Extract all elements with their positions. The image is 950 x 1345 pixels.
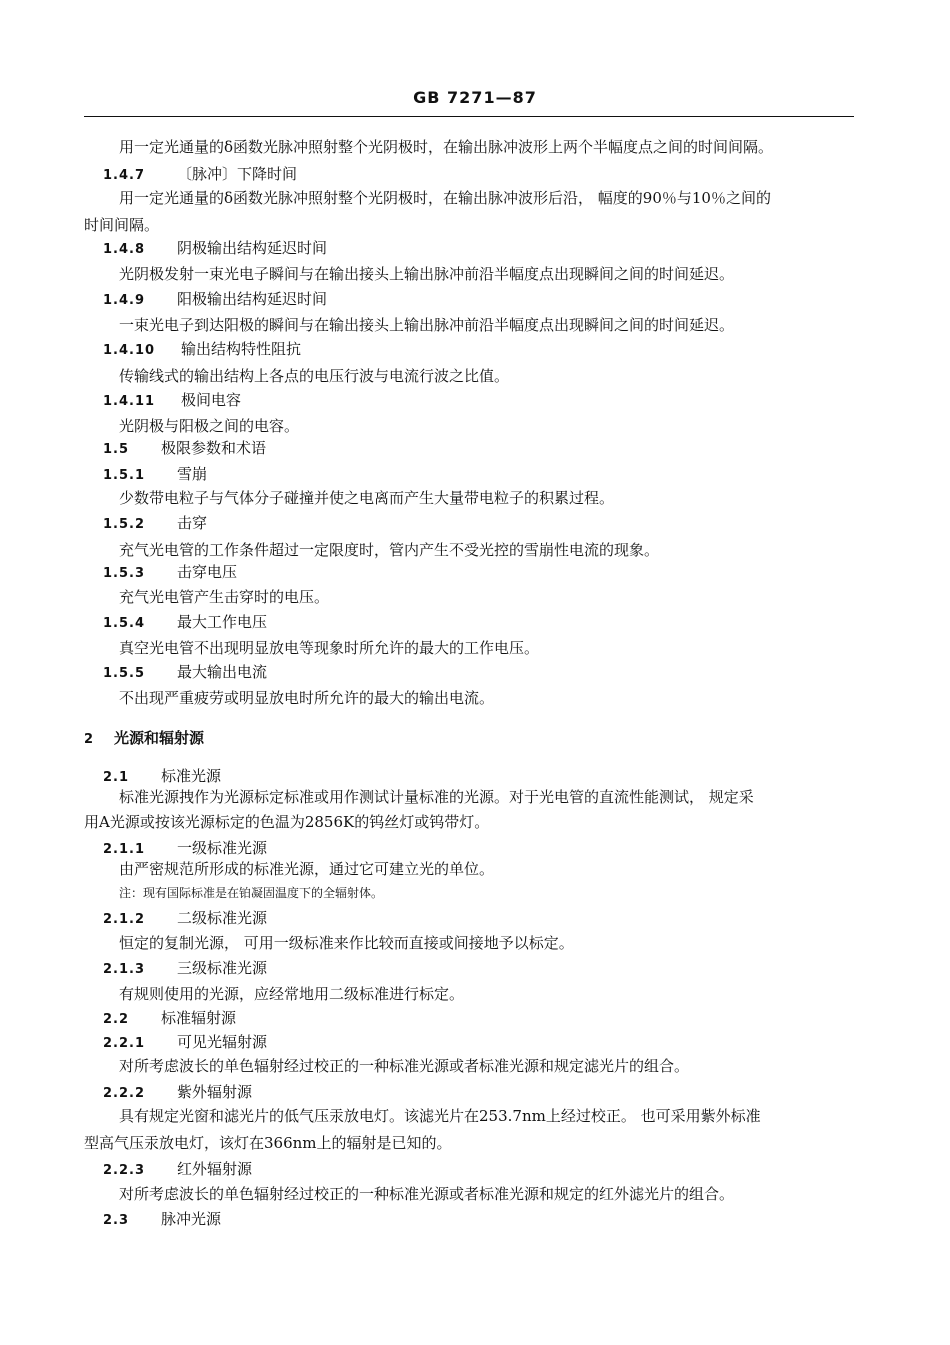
clause-heading [103,165,297,185]
text-content: 时间间隔。 [84,216,160,234]
body-text-continued [84,1134,452,1152]
clause-number: 1.5 [103,442,130,457]
text-content: 具有规定光窗和滤光片的低气压汞放电灯。该滤光片在253.7nm上经过校正。 也可采用紫外标准 [119,1107,761,1125]
clause-heading [103,1009,236,1029]
clause-heading [103,340,301,360]
clause-title: 阳极输出结构延迟时间 [177,290,328,308]
body-text [119,1107,761,1125]
clause-heading [103,1160,252,1180]
clause-heading [103,239,327,259]
clause-heading [103,767,221,787]
text-content: 对所考虑波长的单色辐射经过校正的一种标准光源或者标准光源和规定滤光片的组合。 [119,1057,690,1075]
clause-heading [103,839,267,859]
body-text [119,689,494,707]
clause-heading [103,1033,267,1053]
clause-title: 雪崩 [177,465,208,483]
clause-title: 最大输出电流 [177,663,268,681]
body-text [119,1185,734,1203]
text-content: 真空光电管不出现明显放电等现象时所允许的最大的工作电压。 [119,639,540,657]
clause-number: 1.5.4 [103,616,146,631]
body-text [119,860,494,878]
body-text [119,265,734,283]
note-text [119,883,383,902]
clause-heading [103,514,207,534]
text-content: 充气光电管产生击穿时的电压。 [119,588,330,606]
text-content: 标准光源拽作为光源标定标准或用作测试计量标准的光源。对于光电管的直流性能测试， 规定采 [119,788,754,806]
clause-title: 〔脉冲〕下降时间 [177,165,298,183]
text-content: 传输线式的输出结构上各点的电压行波与电流行波之比值。 [119,367,510,385]
clause-heading [103,465,207,485]
clause-title: 可见光辐射源 [177,1033,268,1051]
section-number: 2 [84,732,95,747]
clause-title: 输出结构特性阻抗 [181,340,302,358]
clause-heading [103,439,266,459]
clause-title: 极间电容 [181,391,242,409]
clause-number: 1.5.5 [103,666,146,681]
body-text [119,541,659,559]
body-text [119,367,509,385]
clause-heading [103,663,267,683]
clause-number: 1.5.1 [103,468,146,483]
note-content: 注：现有国际标准是在铂凝固温度下的全辐射体。 [119,886,384,900]
clause-number: 1.5.2 [103,517,146,532]
clause-number: 2.1 [103,770,130,785]
body-text [119,189,771,207]
body-text [119,489,614,507]
clause-number: 2.2.1 [103,1036,146,1051]
clause-heading [103,391,241,411]
clause-title: 二级标准光源 [177,909,268,927]
clause-heading [103,1210,221,1230]
text-content: 恒定的复制光源， 可用一级标准来作比较而直接或间接地予以标定。 [119,934,574,952]
text-content: 少数带电粒子与气体分子碰撞并使之电离而产生大量带电粒子的积累过程。 [119,489,615,507]
text-content: 不出现严重疲劳或明显放电时所允许的最大的输出电流。 [119,689,495,707]
clause-title: 脉冲光源 [161,1210,222,1228]
text-content: 光阴极发射一束光电子瞬间与在输出接头上输出脉冲前沿半幅度点出现瞬间之间的时间延迟。 [119,265,735,283]
clause-heading [103,1083,252,1103]
body-text [119,138,773,156]
clause-number: 2.2 [103,1012,130,1027]
clause-heading [103,290,327,310]
body-text [119,588,329,606]
text-content: 一束光电子到达阳极的瞬间与在输出接头上输出脉冲前沿半幅度点出现瞬间之间的时间延迟。 [119,316,735,334]
clause-number: 1.4.8 [103,242,146,257]
clause-heading [103,613,267,633]
text-content: 型高气压汞放电灯，该灯在366nm上的辐射是已知的。 [84,1134,452,1152]
clause-title: 三级标准光源 [177,959,268,977]
text-content: 有规则使用的光源，应经常地用二级标准进行标定。 [119,985,465,1003]
clause-number: 1.4.11 [103,394,156,409]
section-heading [84,729,204,749]
body-text-continued [84,813,489,831]
clause-number: 1.4.9 [103,293,146,308]
body-text [119,934,574,952]
text-content: 充气光电管的工作条件超过一定限度时，管内产生不受光控的雪崩性电流的现象。 [119,541,660,559]
section-title: 光源和辐射源 [114,729,205,747]
clause-title: 极限参数和术语 [161,439,267,457]
clause-title: 标准光源 [161,767,222,785]
document-header: GB 7271—87 [413,88,537,107]
body-text [119,788,754,806]
body-text [119,1057,689,1075]
clause-title: 阴极输出结构延迟时间 [177,239,328,257]
body-text [119,316,734,334]
clause-title: 一级标准光源 [177,839,268,857]
text-content: 对所考虑波长的单色辐射经过校正的一种标准光源或者标准光源和规定的红外滤光片的组合。 [119,1185,735,1203]
clause-number: 2.1.1 [103,842,146,857]
body-text [119,985,464,1003]
clause-number: 2.2.3 [103,1163,146,1178]
clause-number: 1.4.10 [103,343,156,358]
clause-number: 2.1.3 [103,962,146,977]
clause-title: 标准辐射源 [161,1009,237,1027]
body-text-continued [84,216,159,234]
body-text [119,417,299,435]
clause-number: 2.3 [103,1213,130,1228]
clause-heading [103,563,237,583]
clause-heading [103,909,267,929]
clause-number: 1.5.3 [103,566,146,581]
text-content: 用A光源或按该光源标定的色温为2856K的钨丝灯或钨带灯。 [84,813,490,831]
clause-title: 最大工作电压 [177,613,268,631]
clause-number: 2.1.2 [103,912,146,927]
text-content: 光阴极与阳极之间的电容。 [119,417,300,435]
clause-title: 击穿电压 [177,563,238,581]
clause-title: 击穿 [177,514,208,532]
text-content: 用一定光通量的δ函数光脉冲照射整个光阴极时，在输出脉冲波形后沿， 幅度的90％与10％之间的 [119,189,771,207]
clause-title: 紫外辐射源 [177,1083,253,1101]
text-content: 用一定光通量的δ函数光脉冲照射整个光阴极时，在输出脉冲波形上两个半幅度点之间的时间间隔。 [119,138,774,156]
clause-title: 红外辐射源 [177,1160,253,1178]
clause-number: 2.2.2 [103,1086,146,1101]
clause-number: 1.4.7 [103,168,146,183]
text-content: 由严密规范所形成的标准光源，通过它可建立光的单位。 [119,860,495,878]
body-text [119,639,539,657]
clause-heading [103,959,267,979]
